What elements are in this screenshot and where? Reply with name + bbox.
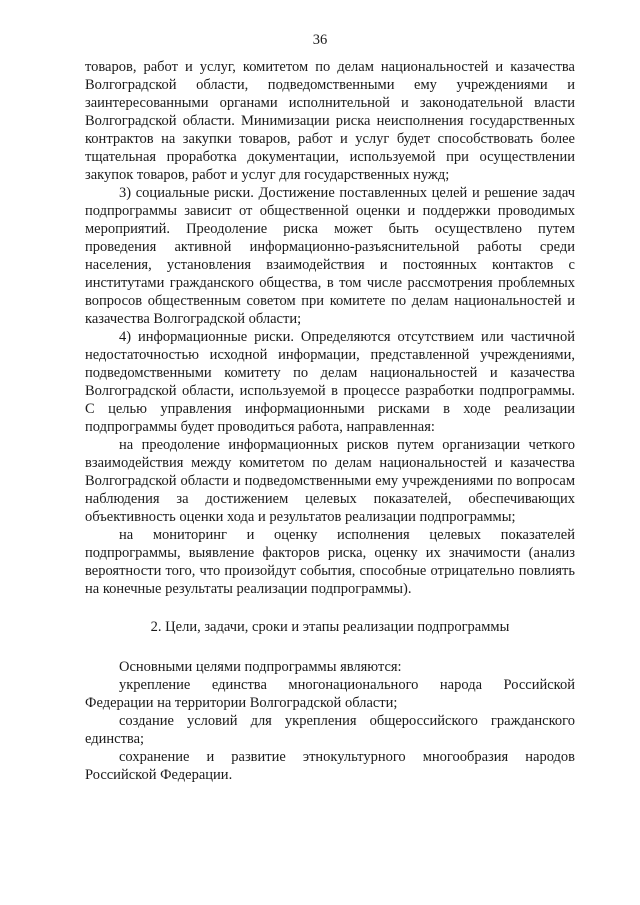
document-body xyxy=(85,58,575,784)
goal-item: создание условий для укрепления общероссийского гражданского единства; xyxy=(85,713,575,747)
paragraph-procurement-risks: товаров, работ и услуг, комитетом по делам национальностей и казачества Волгоградской области, подведомственными ему учреждениями и заинтересованными органами исполнительной и законодательной власти Волгоградской области. Минимизации риска неисполнения государственных контрактов на закупки товаров, работ и услуг будет способствовать более тщательная проработка документации, используемой при осуществлении закупок товаров, работ и услуг для государственных нужд; xyxy=(85,59,575,183)
paragraph-monitoring: на мониторинг и оценку исполнения целевых показателей подпрограммы, выявление факторов риска, оценку их значимости (анализ вероятности того, что произойдут события, способные отрицательно повлиять на конечные результаты реализации подпрограммы). xyxy=(85,527,575,597)
section-heading: 2. Цели, задачи, сроки и этапы реализации подпрограммы xyxy=(150,619,510,635)
page-number: 36 xyxy=(312,32,328,48)
goals-intro: Основными целями подпрограммы являются: xyxy=(119,659,402,675)
paragraph-information-risks: 4) информационные риски. Определяются отсутствием или частичной недостаточностью исходной информации, представленной учреждениями, подведомственными комитету по делам национальностей и казачества Волгоградской области, используемой в процессе разработки подпрограммы. С целью управления информационными рисками в ходе реализации подпрограммы будет проводиться работа, направленная: xyxy=(85,329,575,435)
paragraph-social-risks: 3) социальные риски. Достижение поставленных целей и решение задач подпрограммы зависит от общественной оценки и поддержки проводимых мероприятий. Преодоление риска может быть осуществлено путем проведения активной информационно-разъяснительной работы среди населения, установления взаимодействия и постоянных контактов с институтами гражданского общества, в том числе рассмотрения проблемных вопросов общественным советом при комитете по делам национальностей и казачества Волгоградской области; xyxy=(85,185,575,327)
goal-item: укрепление единства многонационального народа Российской Федерации на территории Волгоградской области; xyxy=(85,677,575,711)
paragraph-overcoming-risks: на преодоление информационных рисков путем организации четкого взаимодействия между комитетом по делам национальностей и казачества Волгоградской области и подведомственными ему учреждениями по вопросам наблюдения за достижением целевых показателей, обеспечивающих объективность оценки хода и результатов реализации подпрограммы; xyxy=(85,437,575,525)
goal-item: сохранение и развитие этнокультурного многообразия народов Российской Федерации. xyxy=(85,749,575,783)
